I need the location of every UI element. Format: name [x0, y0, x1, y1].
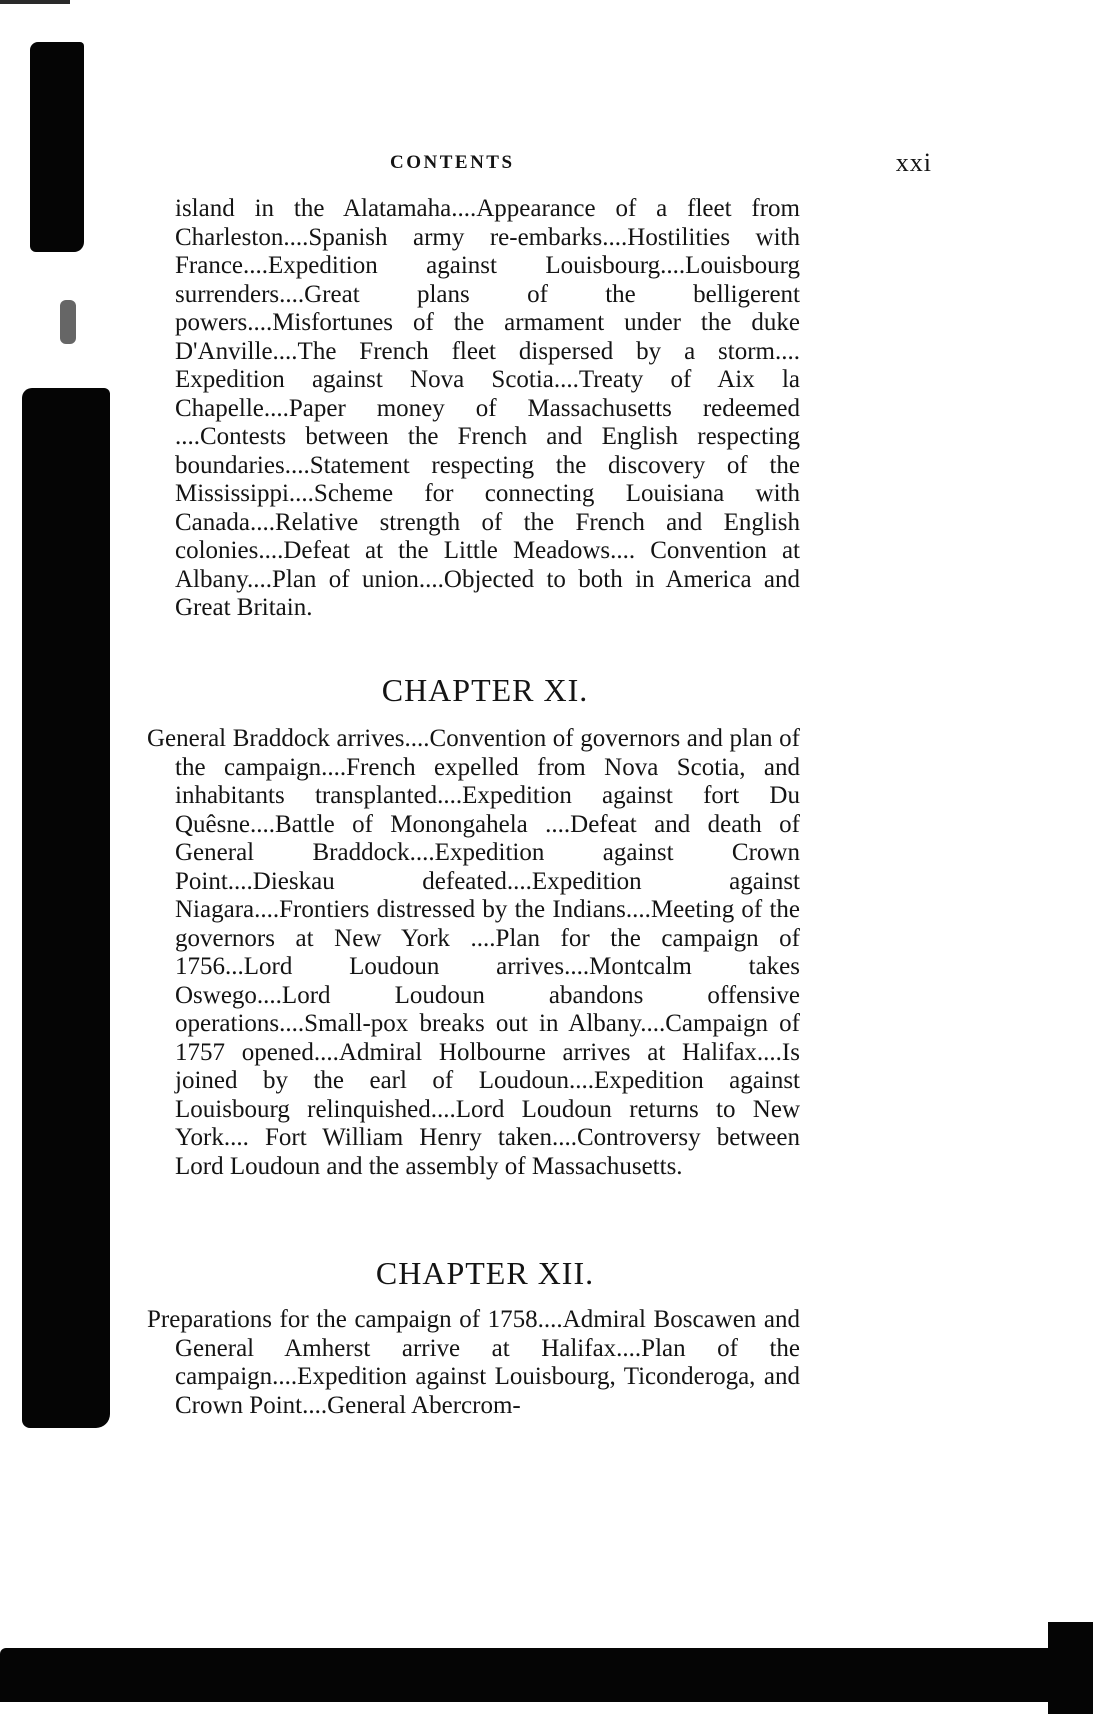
page-number: xxi: [895, 148, 932, 177]
scan-shadow-corner: [1048, 1622, 1093, 1714]
scan-shadow-left: [22, 388, 110, 1428]
chapter-xi-summary: General Braddock arrives....Convention of governors and plan of the campaign....French expelled from Nova Scotia, and inhabitants transplanted....Expedition against fort Du Quêsne....Battle of Monongahela ....Defeat and death of General Braddock....Expedition against Crown Point....Dieskau defeated....Expedition against Niagara....Frontiers distressed by the Indians....Meeting of the governors at New York ....Plan for the campaign of 1756...Lord Loudoun arrives....Montcalm takes Oswego....Lord Loudoun abandons offensive operations....Small-pox breaks out in Albany....Campaign of 1757 opened....Admiral Holbourne arrives at Halifax....Is joined by the earl of Loudoun....Expedition against Louisbourg relinquished....Lord Loudoun returns to New York.... Fort William Henry taken....Controversy between Lord Loudoun and the assembly of Massachusetts.: [147, 725, 800, 1180]
running-title: CONTENTS: [390, 152, 515, 173]
scan-shadow-bottom: [0, 1648, 1093, 1702]
chapter-xii-summary: Preparations for the campaign of 1758....Admiral Boscawen and General Amherst arrive at Halifax....Plan of the campaign....Expedition against Louisbourg, Ticonderoga, and Crown Point....General Abercrom-: [147, 1306, 800, 1419]
scan-shadow-top: [30, 42, 84, 252]
chapter-x-summary-continuation: island in the Alatamaha....Appearance of a fleet from Charleston....Spanish army re-embarks....Hostilities with France....Expedition against Louisbourg....Louisbourg surrenders....Great plans of the belligerent powers....Misfortunes of the armament under the duke D'Anville....The French fleet dispersed by a storm.... Expedition against Nova Scotia....Treaty of Aix la Chapelle....Paper money of Massachusetts redeemed ....Contests between the French and English respecting boundaries....Statement respecting the discovery of the Mississippi....Scheme for connecting Louisiana with Canada....Relative strength of the French and English colonies....Defeat at the Little Meadows.... Convention at Albany....Plan of union....Objected to both in America and Great Britain.: [175, 195, 800, 621]
chapter-xi-heading: CHAPTER XI.: [381, 672, 589, 708]
chapter-xii-heading: CHAPTER XII.: [375, 1255, 595, 1291]
scan-speck: [60, 300, 76, 344]
scan-edge-mark: [0, 0, 70, 4]
page-header: [170, 148, 940, 182]
